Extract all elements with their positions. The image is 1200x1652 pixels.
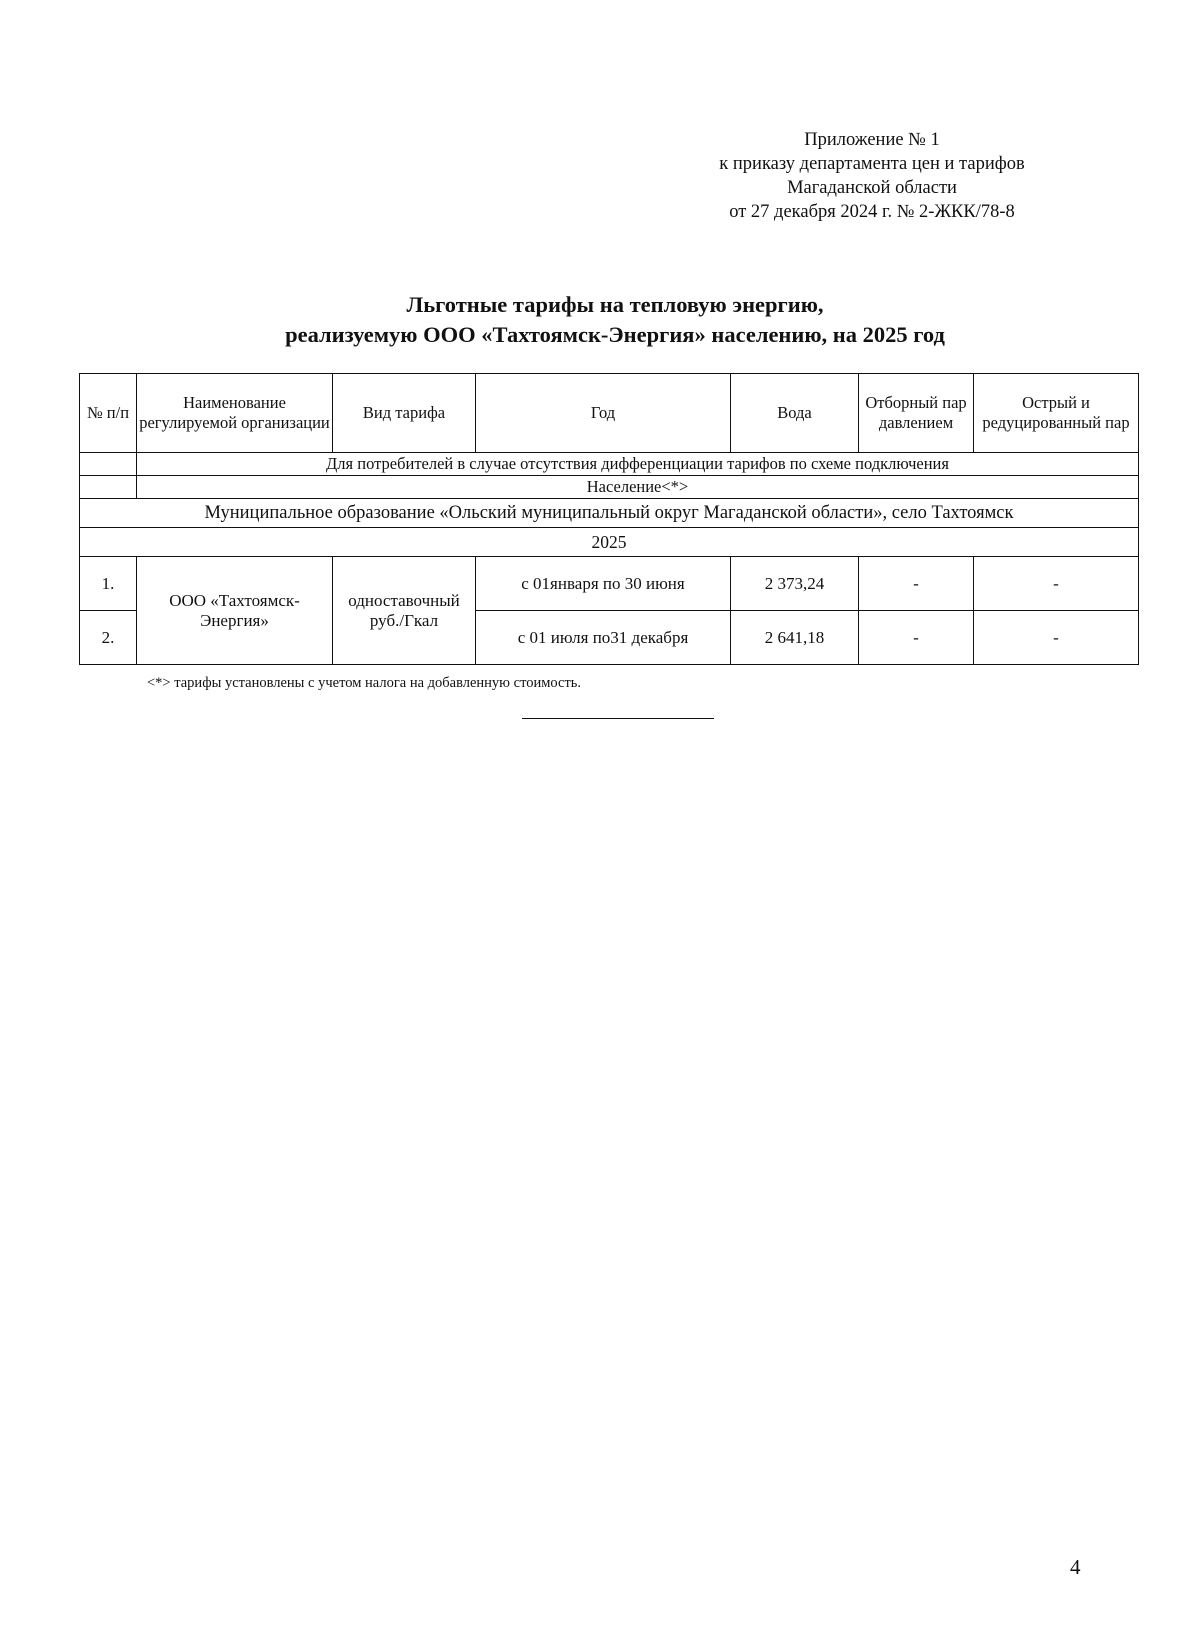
appendix-line-4: от 27 декабря 2024 г. № 2-ЖКК/78-8 [729,202,1015,222]
header-water: Вода [731,374,859,453]
row-num: 2. [80,611,137,665]
section-population-row [80,476,1139,499]
row-selected-steam: - [859,557,974,611]
section-consumers: Для потребителей в случае отсутствия дифференциации тарифов по схеме подключения [137,453,1139,476]
table-row [80,557,1139,611]
appendix-line-2: к приказу департамента цен и тарифов [719,154,1025,174]
header-organization: Наименование регулируемой организации [137,374,333,453]
row-sharp-steam: - [974,611,1139,665]
row-period: с 01 июля по31 декабря [476,611,731,665]
row-water: 2 641,18 [731,611,859,665]
year-row [80,528,1139,557]
section-population: Население<*> [137,476,1139,499]
closing-rule [522,718,714,719]
page-number: 4 [1070,1555,1081,1579]
row-sharp-steam: - [974,557,1139,611]
row-period: с 01января по 30 июня [476,557,731,611]
footnote: <*> тарифы установлены с учетом налога на добавленную стоимость. [147,675,582,691]
header-num: № п/п [80,374,137,453]
organization-name: ООО «Тахтоямск-Энергия» [137,557,333,665]
row-water: 2 373,24 [731,557,859,611]
tariff-table [79,373,1139,665]
municipality-row [80,499,1139,528]
empty-cell [80,453,137,476]
header-selected-steam: Отборный пар давлением [859,374,974,453]
title-line-2: реализуемую ООО «Тахтоямск-Энергия» населению, на 2025 год [285,322,945,347]
empty-cell [80,476,137,499]
appendix-line-1: Приложение № 1 [804,130,940,150]
row-num: 1. [80,557,137,611]
appendix-header [662,128,1082,224]
appendix-line-3: Магаданской области [787,178,957,198]
table-header-row [80,374,1139,453]
header-year: Год [476,374,731,453]
document-title [0,290,1200,350]
header-tariff-type: Вид тарифа [333,374,476,453]
row-selected-steam: - [859,611,974,665]
section-consumers-row [80,453,1139,476]
title-line-1: Льготные тарифы на тепловую энергию, [406,292,824,317]
header-sharp-steam: Острый и редуцированный пар [974,374,1139,453]
tariff-kind: одноставочный руб./Гкал [333,557,476,665]
year-value: 2025 [80,528,1139,557]
municipality: Муниципальное образование «Ольский муниципальный округ Магаданской области», село Тахтоямск [80,499,1139,528]
